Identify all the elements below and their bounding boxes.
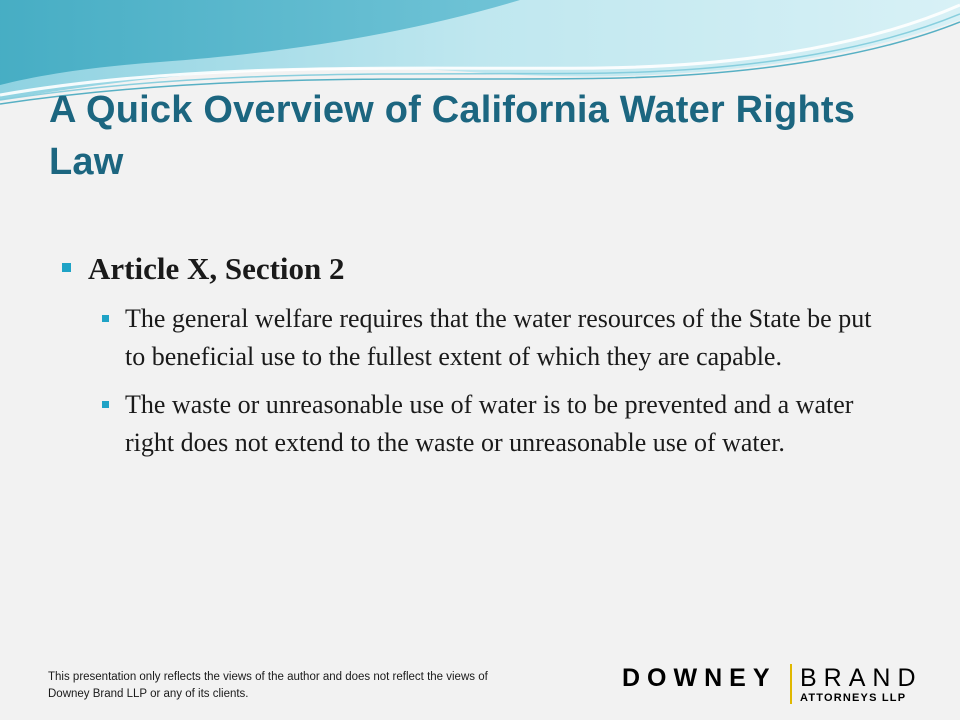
- footer-disclaimer: This presentation only reflects the views of the author and does not reflect the views of Downey Brand LLP or any of its clients.: [48, 671, 488, 700]
- slide-title: A Quick Overview of California Water Rights Law: [49, 89, 856, 183]
- logo-word-brand: BRAND: [800, 664, 923, 692]
- logo-word-downey: DOWNEY: [622, 664, 777, 692]
- sub-bullet-item: [100, 386, 890, 462]
- slide-content: [60, 248, 920, 472]
- bullet-article-x: [60, 248, 920, 290]
- downey-brand-logo: [622, 662, 922, 708]
- sub-bullet-text: The general welfare requires that the water resources of the State be put to beneficial use to the fullest extent of which they are capable.: [125, 304, 872, 371]
- square-bullet-icon: [102, 315, 109, 322]
- logo-tagline: ATTORNEYS LLP: [800, 692, 907, 704]
- logo-divider: [790, 664, 792, 704]
- square-bullet-icon: [102, 401, 109, 408]
- sub-bullet-item: [100, 300, 890, 376]
- square-bullet-icon: [62, 263, 71, 272]
- bullet-text: Article X, Section 2: [88, 251, 345, 286]
- sub-bullet-list: [100, 300, 890, 462]
- sub-bullet-text: The waste or unreasonable use of water is to be prevented and a water right does not extend to the waste or unreasonable use of water.: [125, 390, 854, 457]
